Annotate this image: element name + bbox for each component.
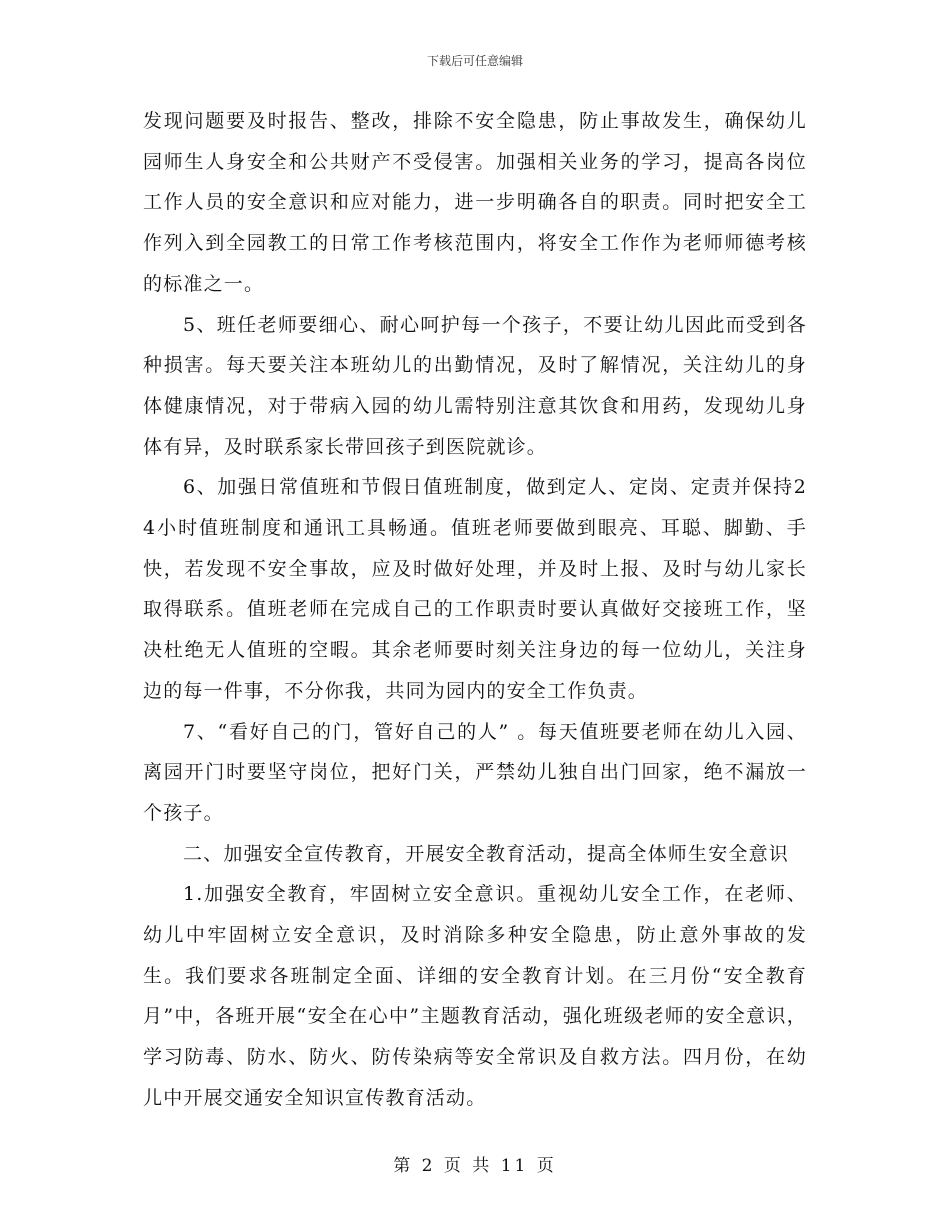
paragraph-continuation: 发现问题要及时报告、整改，排除不安全隐患，防止事故发生，确保幼儿园师生人身安全和公共财产不受侵害。加强相关业务的学习，提高各岗位工作人员的安全意识和应对能力，进一步明确各自的职责。同时把安全工作列入到全园教工的日常工作考核范围内，将安全工作作为老师师德考核的标准之一。: [143, 110, 807, 295]
paragraph-item-6: 6、加强日常值班和节假日值班制度，做到定人、定岗、定责并保持24小时值班制度和通讯工具畅通。值班老师要做到眼亮、耳聪、脚勤、手快，若发现不安全事故，应及时做好处理，并及时上报、及时与幼儿家长取得联系。值班老师在完成自己的工作职责时要认真做好交接班工作，坚决杜绝无人值班的空暇。其余老师要时刻关注身边的每一位幼儿，关注身边的每一件事，不分你我，共同为园内的安全工作负责。: [143, 476, 807, 702]
document-body: [143, 101, 807, 1119]
page-number: 第 2 页 共 11 页: [393, 1156, 557, 1176]
paragraph-item-1: 1.加强安全教育，牢固树立安全意识。重视幼儿安全工作，在老师、幼儿中牢固树立安全意识，及时消除多种安全隐患，防止意外事故的发生。我们要求各班制定全面、详细的安全教育计划。在三月份“安全教育月”中，各班开展“安全在心中”主题教育活动，强化班级老师的安全意识，学习防毒、防水、防火、防传染病等安全常识及自救方法。四月份，在幼儿中开展交通安全知识宣传教育活动。: [143, 883, 807, 1109]
header-note: 下载后可任意编辑: [426, 54, 523, 68]
paragraph-item-7: 7、“看好自己的门，管好自己的人” 。每天值班要老师在幼儿入园、离园开门时要坚守岗位，把好门关，严禁幼儿独自出门回家，绝不漏放一个孩子。: [143, 720, 807, 824]
paragraph-item-5: 5、班任老师要细心、耐心呵护每一个孩子，不要让幼儿因此而受到各种损害。每天要关注本班幼儿的出勤情况，及时了解情况，关注幼儿的身体健康情况，对于带病入园的幼儿需特别注意其饮食和用药，发现幼儿身体有异，及时联系家长带回孩子到医院就诊。: [143, 313, 807, 458]
section-heading-2: 二、加强安全宣传教育，开展安全教育活动，提高全体师生安全意识: [183, 842, 790, 865]
